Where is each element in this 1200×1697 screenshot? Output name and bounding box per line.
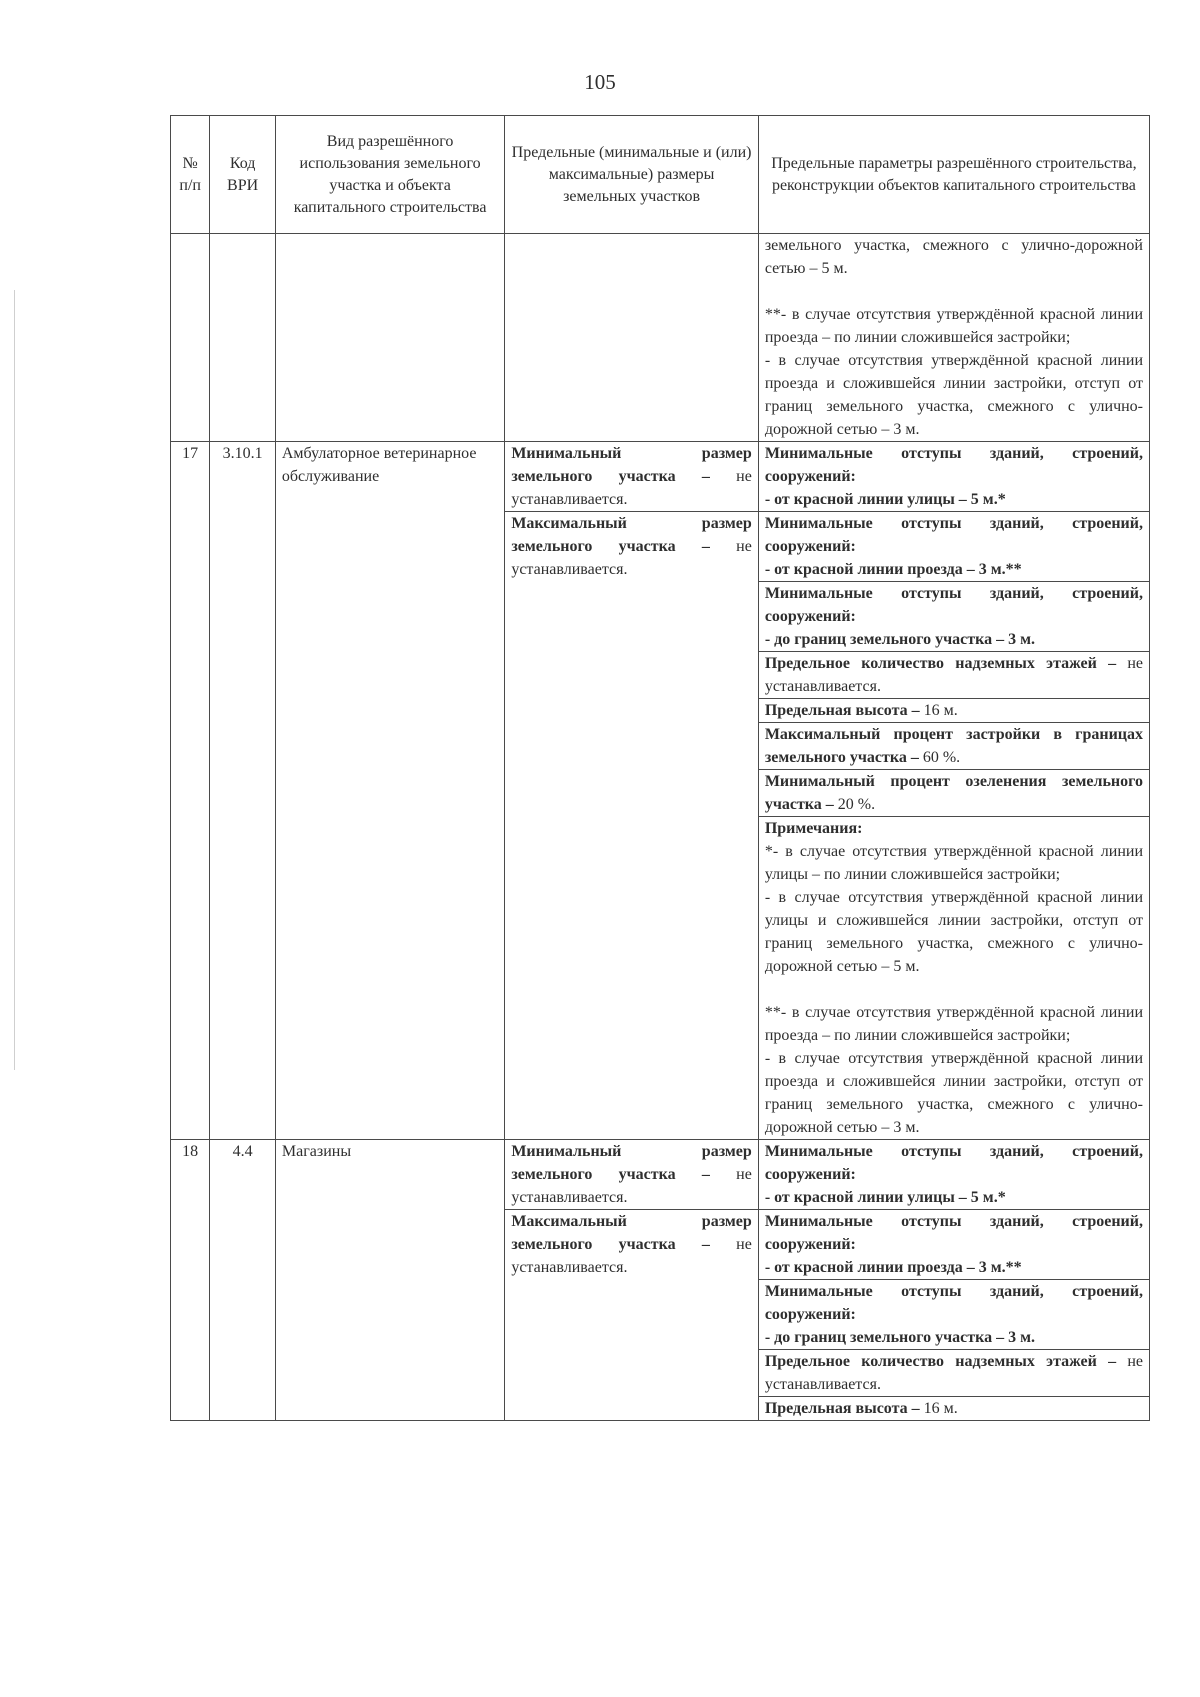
continuation-line: **- в случае отсутствия утверждённой красной линии проезда – по линии сложившейся застройки;: [764, 306, 1143, 346]
row-num: 17: [171, 442, 210, 1140]
document-sheet: [170, 115, 1150, 1421]
page-number: 105: [584, 70, 616, 94]
row-code: 3.10.1: [210, 442, 276, 1140]
note: *- в случае отсутствия утверждённой красной линии улицы – по линии сложившейся застройки;: [764, 843, 1143, 883]
table-row-continuation: [171, 234, 1150, 442]
param-cell: Минимальные отступы зданий, строений, сооружений: - до границ земельного участка – 3 м.: [759, 582, 1149, 652]
param-cell: Предельная высота – 16 м.: [764, 1400, 958, 1417]
param-cell: Минимальные отступы зданий, строений, сооружений: - от красной линии проезда – 3 м.**: [759, 512, 1149, 582]
note: - в случае отсутствия утверждённой красной линии проезда и сложившейся линии застройки, отступ от границ земельного участка, смежного с улично-дорожной сетью – 3 м.: [764, 1050, 1143, 1136]
scan-margin-mark: [14, 290, 15, 1070]
row-use-type: Амбулаторное ветеринарное обслуживание: [275, 442, 504, 1140]
param-cell: Предельная высота – 16 м.: [759, 699, 1149, 723]
table-row-18: [171, 1140, 1150, 1421]
header-code: Код ВРИ: [210, 116, 276, 234]
header-num: № п/п: [171, 116, 210, 234]
max-size-cell: Максимальный размер земельного участка – не устанавливается.: [511, 515, 752, 578]
max-size-cell: Максимальный размер земельного участка – не устанавливается.: [511, 1213, 752, 1276]
notes-cell: [759, 817, 1149, 1139]
param-cell: Минимальные отступы зданий, строений, сооружений: - от красной линии проезда – 3 м.**: [759, 1210, 1149, 1280]
note: - в случае отсутствия утверждённой красной линии улицы и сложившейся линии застройки, отступ от границ земельного участка, смежного с улично-дорожной сетью – 5 м.: [764, 889, 1143, 975]
row-plot-size: [505, 442, 758, 1140]
param-cell: Предельное количество надземных этажей – не устанавливается.: [759, 652, 1149, 699]
table-row-17: [171, 442, 1150, 1140]
table-header-row: [171, 116, 1150, 234]
param-cell: Минимальные отступы зданий, строений, сооружений: - до границ земельного участка – 3 м.: [759, 1280, 1149, 1350]
note: **- в случае отсутствия утверждённой красной линии проезда – по линии сложившейся застройки;: [764, 1004, 1143, 1044]
continuation-line: - в случае отсутствия утверждённой красной линии проезда и сложившейся линии застройки, отступ от границ земельного участка, смежного с улично-дорожной сетью – 3 м.: [764, 352, 1143, 438]
row-plot-size: [505, 1140, 758, 1421]
header-params: Предельные параметры разрешённого строительства, реконструкции объектов капитального строительства: [758, 116, 1149, 234]
row-params: [758, 442, 1149, 1140]
header-plot-size: Предельные (минимальные и (или) максимальные) размеры земельных участков: [505, 116, 758, 234]
row-params: [758, 1140, 1149, 1421]
min-size-cell: Минимальный размер земельного участка – не устанавливается.: [505, 442, 757, 512]
row-num: 18: [171, 1140, 210, 1421]
row-code: 4.4: [210, 1140, 276, 1421]
row-use-type: Магазины: [275, 1140, 504, 1421]
min-size-cell: Минимальный размер земельного участка – не устанавливается.: [505, 1140, 757, 1210]
continuation-line: земельного участка, смежного с улично-дорожной сетью – 5 м.: [764, 237, 1143, 277]
continuation-cell: [758, 234, 1149, 442]
param-cell: Максимальный процент застройки в границах земельного участка – 60 %.: [759, 723, 1149, 770]
param-cell: Минимальный процент озеленения земельного участка – 20 %.: [759, 770, 1149, 817]
regulations-table: [170, 115, 1150, 1421]
notes-title: Примечания:: [764, 820, 863, 837]
param-cell: Минимальные отступы зданий, строений, сооружений: - от красной линии улицы – 5 м.*: [759, 442, 1149, 512]
header-use-type: Вид разрешённого использования земельного участка и объекта капитального строительства: [275, 116, 504, 234]
param-cell: Минимальные отступы зданий, строений, сооружений: - от красной линии улицы – 5 м.*: [759, 1140, 1149, 1210]
param-cell: Предельное количество надземных этажей – не устанавливается.: [759, 1350, 1149, 1397]
